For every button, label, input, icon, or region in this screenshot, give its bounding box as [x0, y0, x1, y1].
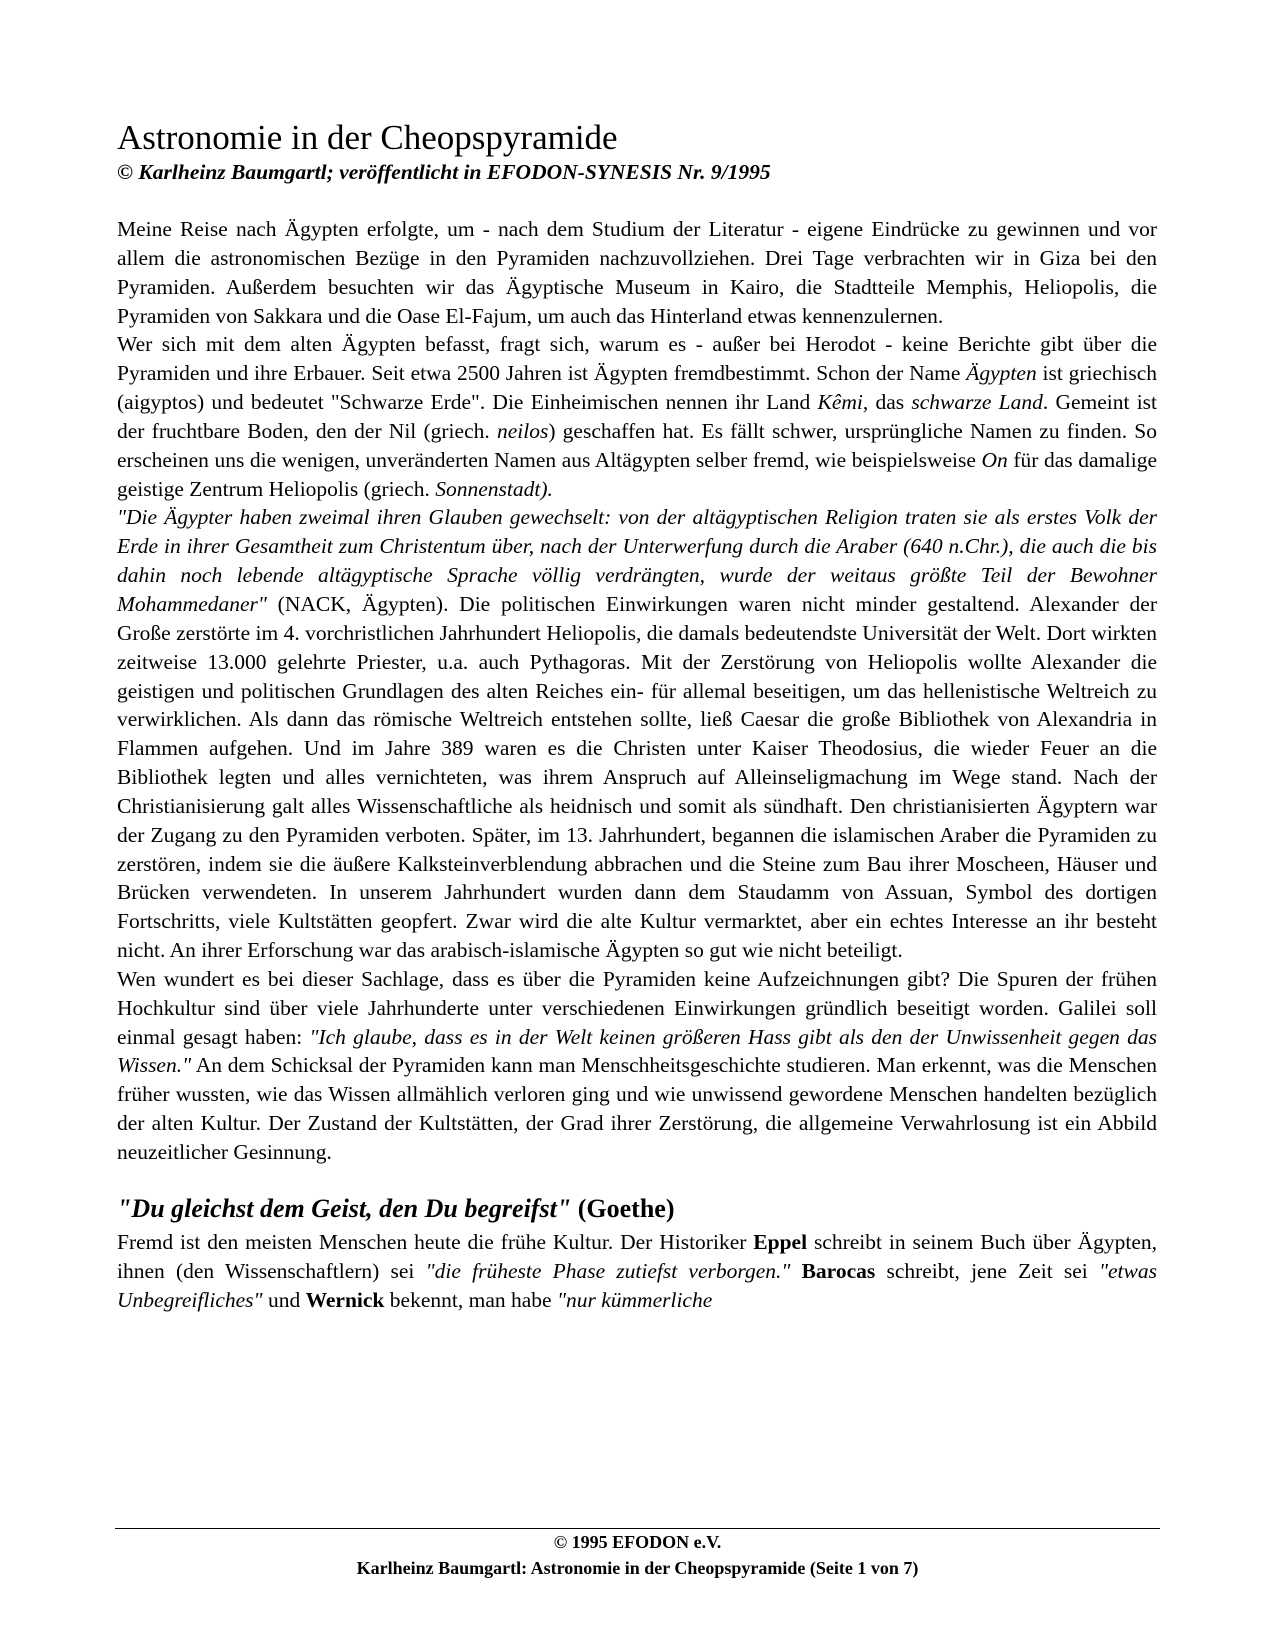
text-run: ) geschaffen hat. Es fällt schwer, ursprüngliche Namen zu finden. So erscheinen uns die wenigen, unveränderten Namen aus Altägypten selber fremd, wie beispielsweise: [117, 418, 1158, 472]
heading-quote: "Du gleichst dem Geist, den Du begreifst": [117, 1193, 572, 1223]
paragraph-religion: [117, 503, 1157, 965]
italic-quote: "etwas Unbegreifliches": [117, 1258, 1157, 1312]
document-page: [117, 118, 1157, 1314]
paragraph-historians: [117, 1228, 1157, 1315]
italic-term: Kêmi: [817, 390, 863, 415]
text-run: An dem Schicksal der Pyramiden kann man Menschheitsgeschichte studieren. Man erkennt, was die Menschen früher wussten, wie das Wissen allmählich verloren ging und wie unwissend gewordene Menschen handelten bezüglich der alten Kultur. Der Zustand der Kultstätten, der Grad ihrer Zerstörung, die allgemeine Verwahrlosung ist ein Abbild neuzeitlicher Gesinnung.: [117, 1053, 1157, 1164]
italic-quote: "die früheste Phase zutiefst verborgen.": [425, 1258, 791, 1283]
text-run: , das: [862, 390, 912, 415]
text-run: ist griechisch (aigyptos) und bedeutet "Schwarze Erde". Die Einheimischen nennen ihr Land: [117, 361, 1157, 415]
italic-quote: "Die Ägypter haben zweimal ihren Glauben gewechselt: von der altägyptischen Religion traten sie als erstes Volk der Erde in ihrer Gesamtheit zum Christentum über, nach der Unterwerfung durch die Araber (640 n.Chr.), die auch die bis dahin noch lebende altägyptische Sprache völlig verdrängten, wurde der weitaus größte Teil der Bewohner Mohammedaner": [117, 505, 1157, 616]
text-run: schreibt, jene Zeit sei: [875, 1258, 1099, 1283]
italic-quote: "nur kümmerliche: [556, 1287, 713, 1312]
text-run: Wer sich mit dem alten Ägypten befasst, fragt sich, warum es - außer bei Herodot - keine Berichte gibt über die Pyramiden und ihre Erbauer. Seit etwa 2500 Jahren ist Ägypten fremdbestimmt. Schon der Name: [117, 332, 1157, 386]
paragraph-history: [117, 330, 1157, 503]
bold-name: Eppel: [753, 1229, 808, 1254]
bold-name: Barocas: [801, 1258, 876, 1283]
author-byline: © Karlheinz Baumgartl; veröffentlicht in EFODON-SYNESIS Nr. 9/1995: [117, 160, 771, 184]
italic-term: On: [981, 447, 1008, 472]
paragraph-galilei: [117, 965, 1157, 1167]
footer-page-info: Karlheinz Baumgartl: Astronomie in der Cheopspyramide (Seite 1 von 7): [356, 1558, 919, 1578]
text-run: . Gemeint ist der fruchtbare Boden, den der Nil (griech.: [117, 390, 1158, 443]
italic-term: schwarze Land: [911, 390, 1043, 415]
italic-term: Sonnenstadt).: [435, 476, 553, 501]
text-run: (NACK, Ägypten). Die politischen Einwirkungen waren nicht minder gestaltend. Alexander der Große zerstörte im 4. vorchristlichen Jahrhundert Heliopolis, die damals bedeutendste Universität der Welt. Dort wirkten zeitweise 13.000 gelehrte Priester, u.a. auch Pythagoras. Mit der Zerstörung von Heliopolis wollte Alexander die geistigen und politischen Grundlagen des alten Reiches ein- für allemal beseitigen, um das hellenistische Weltreich zu verwirklichen. Als dann das römische Weltreich entstehen sollte, ließ Caesar die große Bibliothek von Alexandria in Flammen aufgehen. Und im Jahre 389 waren es die Christen unter Kaiser Theodosius, die wieder Feuer an die Bibliothek legten und alles vernichteten, was ihrem Anspruch auf Alleinseligmachung im Wege stand. Nach der Christianisierung galt alles Wissenschaftliche als heidnisch und somit als sündhaft. Den christianisierten Ägyptern war der Zugang zu den Pyramiden verboten. Später, im 13. Jahrhundert, begannen die islamischen Araber die Pyramiden zu zerstören, indem sie die äußere Kalksteinverblendung abbrachen und die Steine zum Bau ihrer Moscheen, Häuser und Brücken verwendeten. In unserem Jahrhundert wurden dann dem Staudamm von Assuan, Symbol des dortigen Fortschritts, viele Kultstätten geopfert. Zwar wird die alte Kultur vermarktet, aber ein echtes Interesse an ihr besteht nicht. An ihrer Erforschung war das arabisch-islamische Ägypten so gut wie nicht beteiligt.: [117, 591, 1157, 963]
paragraph-intro: Meine Reise nach Ägypten erfolgte, um - nach dem Studium der Literatur - eigene Eindrücke zu gewinnen und vor allem die astronomischen Bezüge in den Pyramiden nachzuvollziehen. Drei Tage verbrachten wir in Giza bei den Pyramiden. Außerdem besuchten wir das Ägyptische Museum in Kairo, die Stadtteile Memphis, Heliopolis, die Pyramiden von Sakkara und die Oase El-Fajum, um auch das Hinterland etwas kennenzulernen.: [117, 217, 1157, 328]
italic-quote: "Ich glaube, dass es in der Welt keinen größeren Hass gibt als den der Unwissenheit gegen das Wissen.": [117, 1024, 1157, 1078]
text-run: und: [262, 1287, 306, 1312]
text-run: Fremd ist den meisten Menschen heute die frühe Kultur. Der Historiker: [117, 1229, 754, 1254]
text-run: Wen wundert es bei dieser Sachlage, dass es über die Pyramiden keine Aufzeichnungen gibt? Die Spuren der frühen Hochkultur sind über viele Jahrhunderte unter verschiedenen Einwirkungen gründlich beseitigt worden. Galilei soll einmal gesagt haben:: [117, 966, 1157, 1049]
footer-copyright: © 1995 EFODON e.V.: [553, 1532, 722, 1552]
italic-term: neilos: [496, 418, 549, 443]
bold-name: Wernick: [305, 1287, 385, 1312]
section-heading: [117, 1193, 1157, 1225]
heading-author: (Goethe): [571, 1193, 675, 1223]
footer-divider: [115, 1528, 1160, 1529]
text-run: schreibt in seinem Buch über Ägypten, ihnen (den Wissenschaftlern) sei: [117, 1229, 1158, 1283]
text-run: [790, 1259, 801, 1283]
text-run: für das damalige geistige Zentrum Heliopolis (griech.: [117, 447, 1157, 501]
document-title: Astronomie in der Cheopspyramide: [117, 118, 618, 157]
italic-term: Ägypten: [966, 361, 1037, 386]
text-run: bekennt, man habe: [384, 1287, 557, 1312]
